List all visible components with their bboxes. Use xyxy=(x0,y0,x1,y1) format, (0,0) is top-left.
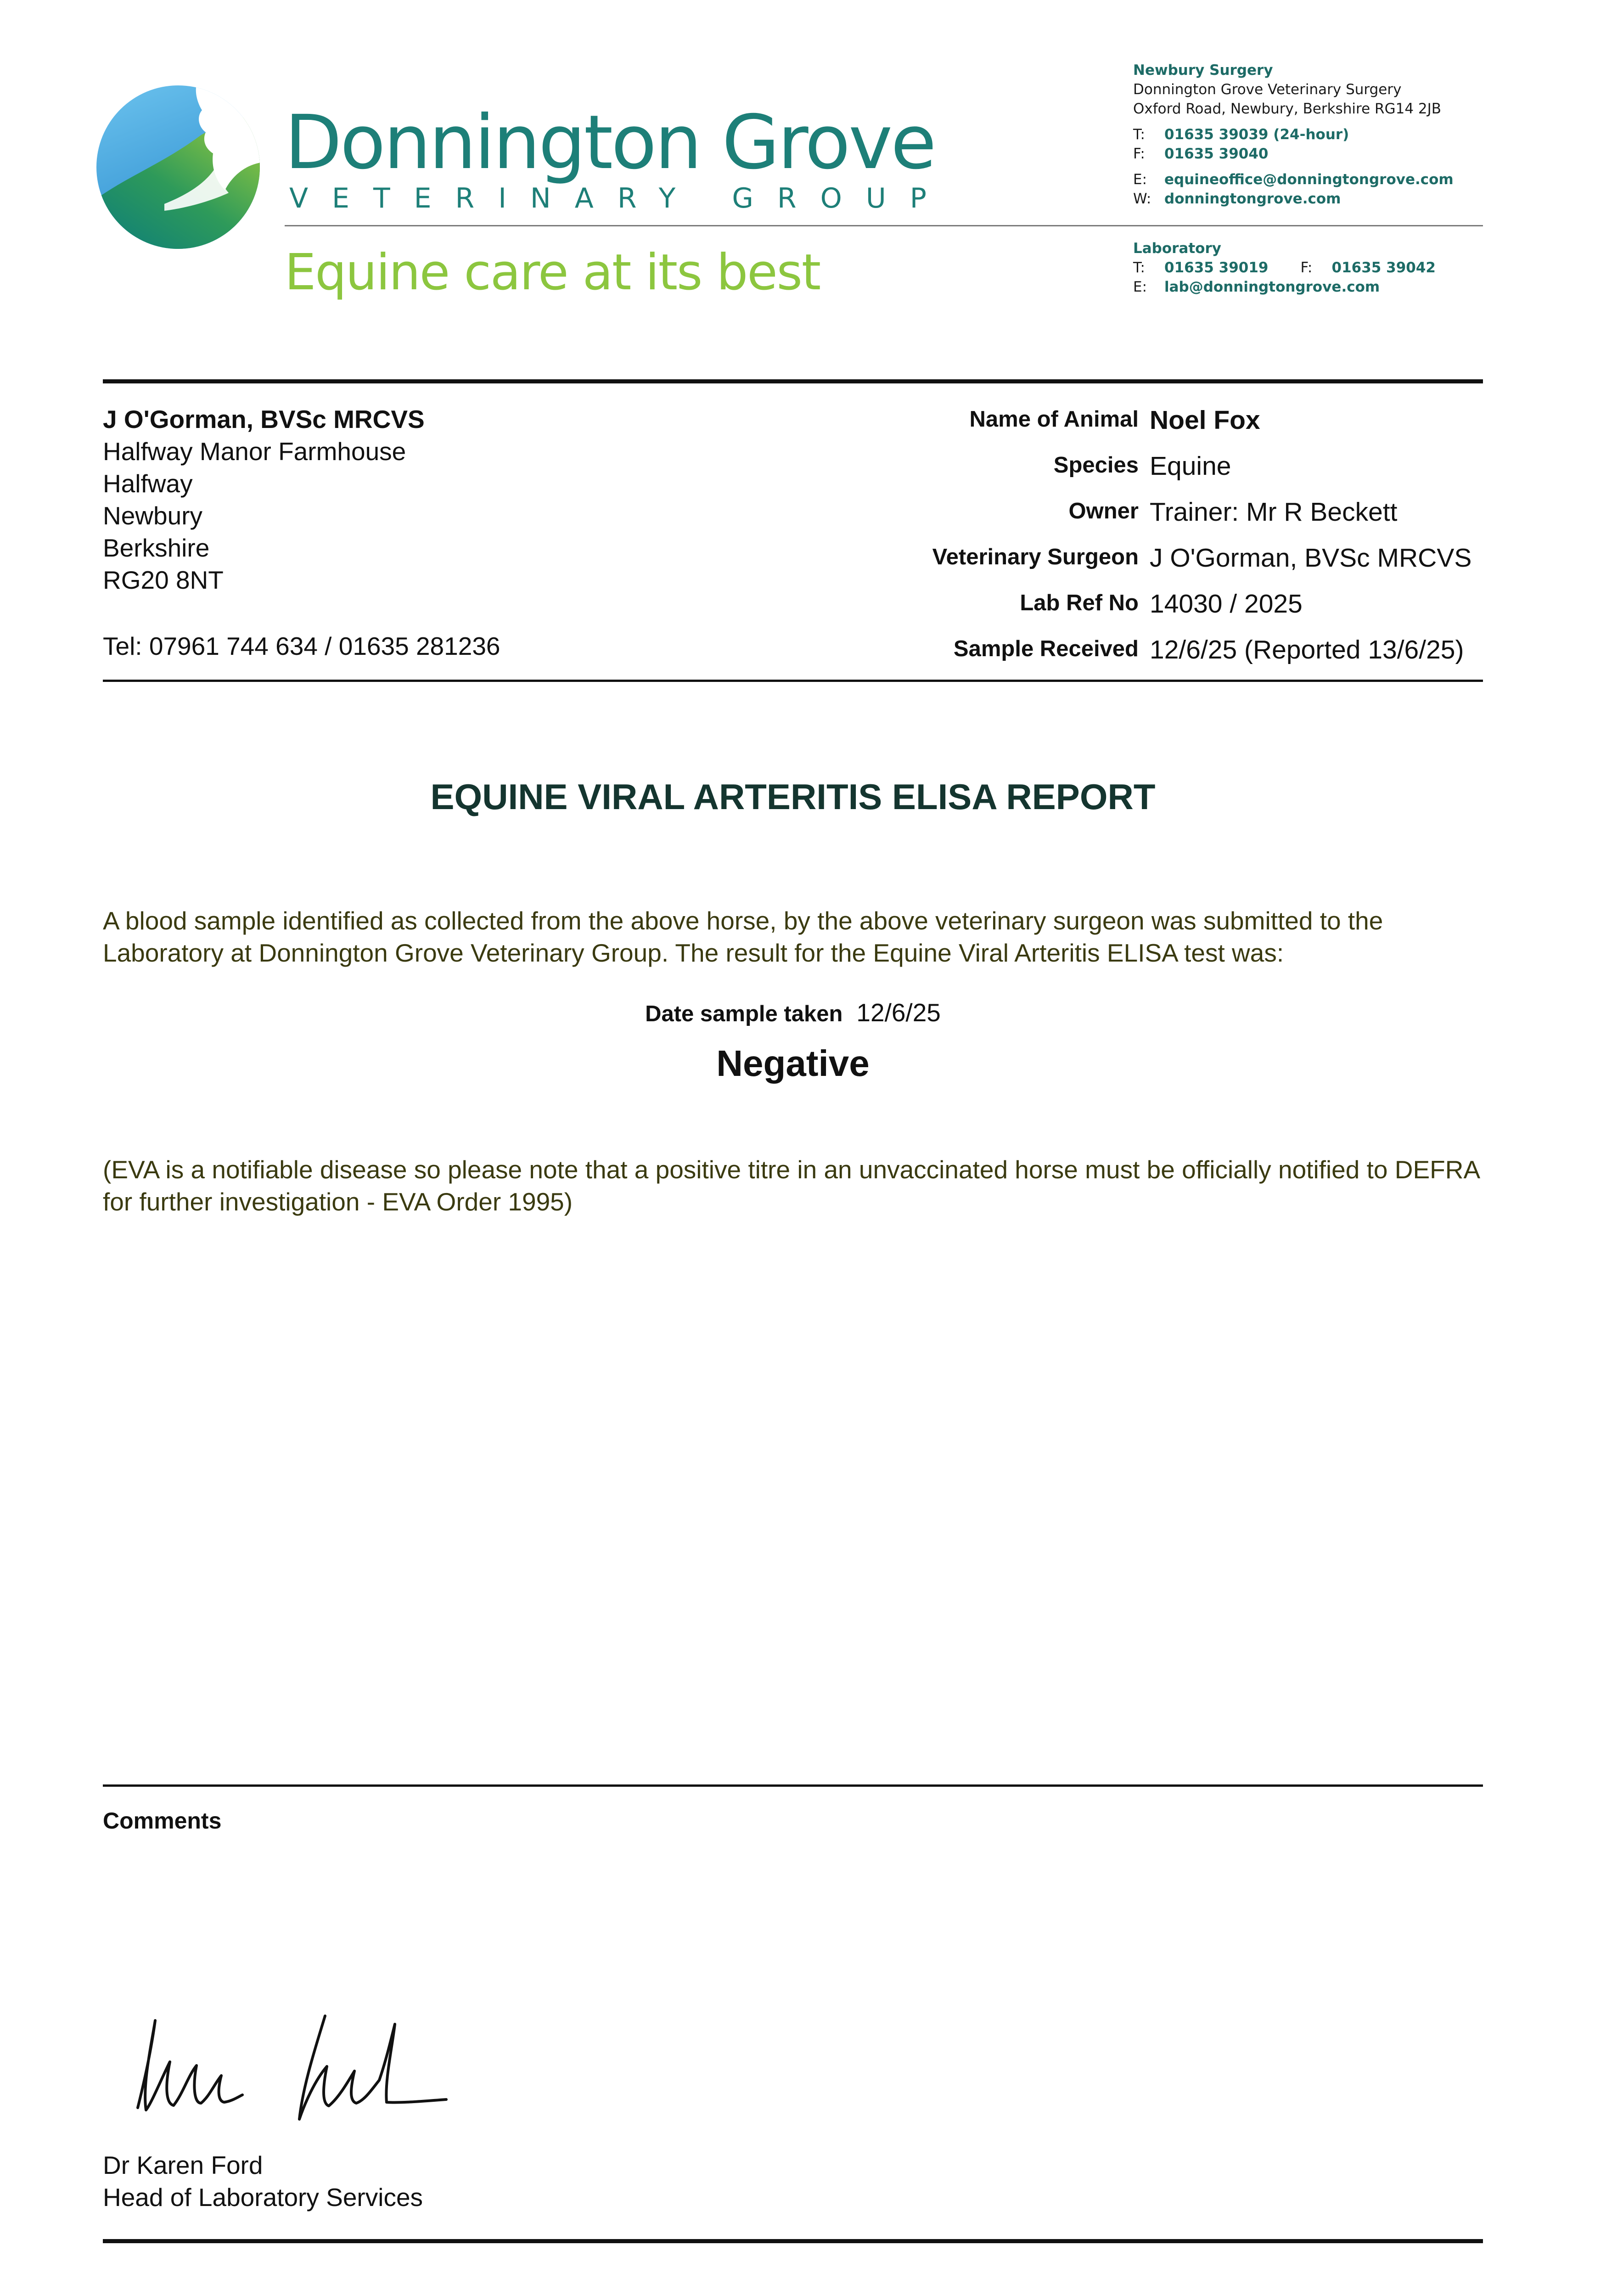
date-sample-taken xyxy=(103,996,1483,1030)
species-value: Equine xyxy=(1150,451,1231,481)
lab-tel-label: T: xyxy=(1133,259,1145,276)
surgery-fax: 01635 39040 xyxy=(1164,146,1269,162)
sample-received-value: 12/6/25 (Reported 13/6/25) xyxy=(1150,635,1464,664)
brand-name: Donnington Grove xyxy=(285,100,935,186)
address-line: Newbury xyxy=(103,501,203,530)
detail-row xyxy=(781,541,1483,587)
donnington-grove-logo-icon xyxy=(95,84,261,250)
surgery-fax-label: F: xyxy=(1133,146,1145,162)
lab-email-link[interactable]: lab@donningtongrove.com xyxy=(1164,279,1380,295)
detail-label: Sample Received xyxy=(953,636,1139,661)
surgery-tel[interactable]: 01635 39039 (24-hour) xyxy=(1164,126,1349,143)
detail-row xyxy=(781,633,1483,679)
detail-label: Name of Animal xyxy=(969,407,1139,432)
header-bottom-rule xyxy=(103,680,1483,682)
recipient-name: J O'Gorman, BVSc MRCVS xyxy=(103,405,425,433)
surgery-address: Oxford Road, Newbury, Berkshire RG14 2JB xyxy=(1133,101,1442,117)
lab-fax: 01635 39042 xyxy=(1331,259,1436,276)
vet-surgeon-value: J O'Gorman, BVSc MRCVS xyxy=(1150,543,1472,573)
detail-row xyxy=(781,449,1483,495)
comments-rule xyxy=(103,1784,1483,1787)
recipient-telephone: Tel: 07961 744 634 / 01635 281236 xyxy=(103,632,500,660)
detail-row xyxy=(781,587,1483,633)
address-line: Halfway Manor Farmhouse xyxy=(103,437,406,466)
surgery-contact-block xyxy=(1133,61,1454,208)
detail-label: Species xyxy=(1053,453,1139,478)
footer-rule xyxy=(103,2239,1483,2243)
report-intro: A blood sample identified as collected from the above horse, by the above veterinary surgeon was submitted to the Laboratory at Donnington Grove Veterinary Group. The result for the Equine Viral Arteritis ELISA test was: xyxy=(103,906,1383,967)
lab-fax-label: F: xyxy=(1300,259,1313,276)
recipient-address xyxy=(103,403,425,596)
date-taken-label: Date sample taken xyxy=(645,1002,843,1026)
surgery-website-link[interactable]: donningtongrove.com xyxy=(1164,191,1341,207)
lab-tel[interactable]: 01635 39019 xyxy=(1164,259,1269,276)
notifiable-disease-note: (EVA is a notifiable disease so please note that a positive titre in an unvaccinated horse must be officially notified to DEFRA for further investigation - EVA Order 1995) xyxy=(103,1155,1479,1216)
report-title: EQUINE VIRAL ARTERITIS ELISA REPORT xyxy=(430,777,1156,817)
detail-label: Lab Ref No xyxy=(1020,591,1139,615)
surgery-web-label: W: xyxy=(1133,191,1151,207)
brand-subtitle: VETERINARY GROUP xyxy=(289,182,950,214)
signatory-title: Head of Laboratory Services xyxy=(103,2183,423,2212)
brand-tagline: Equine care at its best xyxy=(285,244,820,301)
animal-details xyxy=(781,403,1483,679)
surgery-heading: Newbury Surgery xyxy=(1133,62,1273,79)
surgery-tel-label: T: xyxy=(1133,126,1145,143)
detail-label: Owner xyxy=(1068,499,1139,523)
signature-icon xyxy=(119,2011,477,2131)
laboratory-heading: Laboratory xyxy=(1133,240,1221,257)
detail-label: Veterinary Surgeon xyxy=(932,545,1139,569)
address-line: Halfway xyxy=(103,469,193,498)
address-line: Berkshire xyxy=(103,534,210,562)
detail-row xyxy=(781,403,1483,449)
surgery-email-label: E: xyxy=(1133,171,1147,188)
animal-name: Noel Fox xyxy=(1150,405,1260,435)
address-line: RG20 8NT xyxy=(103,566,224,594)
laboratory-contact-block xyxy=(1133,239,1436,297)
date-taken-value: 12/6/25 xyxy=(856,998,941,1027)
letterhead-divider xyxy=(285,225,1483,226)
header-top-rule xyxy=(103,379,1483,383)
comments-label: Comments xyxy=(103,1808,222,1834)
signatory-name: Dr Karen Ford xyxy=(103,2151,263,2179)
test-result: Negative xyxy=(716,1043,870,1084)
signatory-block xyxy=(103,2149,423,2213)
lab-ref-value: 14030 / 2025 xyxy=(1150,589,1303,619)
surgery-email-link[interactable]: equineoffice@donningtongrove.com xyxy=(1164,171,1454,188)
surgery-name: Donnington Grove Veterinary Surgery xyxy=(1133,81,1402,98)
detail-row xyxy=(781,495,1483,541)
lab-email-label: E: xyxy=(1133,279,1147,295)
owner-value: Trainer: Mr R Beckett xyxy=(1150,497,1398,527)
